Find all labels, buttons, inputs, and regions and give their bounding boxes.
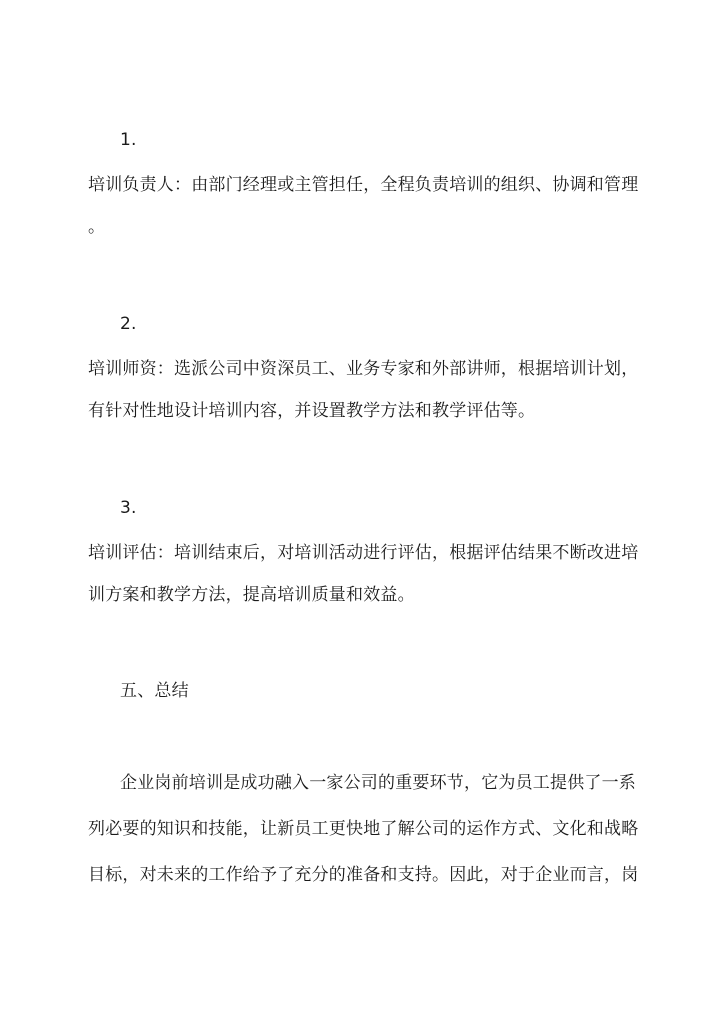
item-2-text-line-2: 有针对性地设计培训内容，并设置教学方法和教学评估等。 (88, 401, 536, 421)
summary-line-1: 企业岗前培训是成功融入一家公司的重要环节，它为员工提供了一系 (120, 773, 636, 793)
item-2-number: 2. (120, 314, 137, 334)
item-1-text-line-2: 。 (88, 217, 106, 237)
item-1-number: 1. (120, 130, 137, 150)
item-2-text-line-1: 培训师资：选派公司中资深员工、业务专家和外部讲师，根据培训计划， (88, 359, 639, 379)
item-3-text-line-2: 训方案和教学方法，提高培训质量和效益。 (88, 585, 415, 605)
item-3-text-line-1: 培训评估：培训结束后，对培训活动进行评估，根据评估结果不断改进培 (88, 543, 639, 563)
item-3-number: 3. (120, 498, 137, 518)
summary-line-3: 目标，对未来的工作给予了充分的准备和支持。因此，对于企业而言，岗 (88, 865, 639, 885)
summary-line-2: 列必要的知识和技能，让新员工更快地了解公司的运作方式、文化和战略 (88, 819, 639, 839)
item-1-text-line-1: 培训负责人：由部门经理或主管担任，全程负责培训的组织、协调和管理 (88, 175, 639, 195)
section-heading: 五、总结 (120, 681, 189, 701)
